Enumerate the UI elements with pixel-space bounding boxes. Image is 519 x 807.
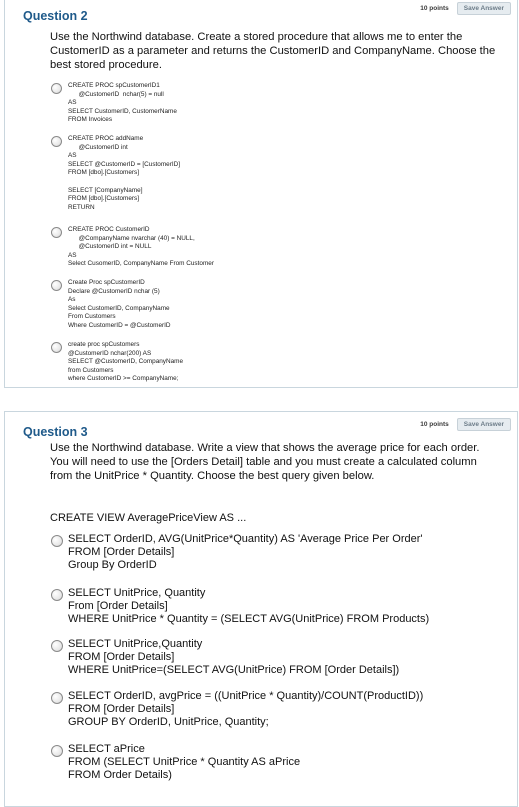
answer-option[interactable] [51, 226, 214, 269]
points-label: 10 points [420, 4, 449, 12]
answer-option[interactable] [51, 743, 300, 783]
radio-button[interactable] [51, 535, 63, 547]
question-prompt: Use the Northwind database. Create a stored procedure that allows me to enter the CustomerID as a parameter and returns the CustomerID and CompanyName. Choose the best stored procedure. [50, 31, 496, 71]
answer-option[interactable] [51, 279, 171, 331]
radio-button[interactable] [51, 640, 63, 652]
question-title: Question 3 [23, 425, 88, 439]
points-label: 10 points [420, 420, 449, 428]
option-text: CREATE PROC spCustomerID1 @CustomerID nchar(5) = null AS SELECT CustomerID, CustomerName FROM Invoices [68, 82, 177, 124]
option-text: CREATE PROC CustomerID @CompanyName nvarchar (40) = NULL, @CustomerID int = NULL AS Select CusomerID, CompanyName From Customer [68, 226, 214, 268]
answer-option[interactable] [51, 587, 429, 627]
option-text: SELECT OrderID, AVG(UnitPrice*Quantity) AS 'Average Price Per Order' FROM [Order Details] Group By OrderID [68, 533, 423, 572]
answer-option[interactable] [51, 638, 399, 678]
question-title: Question 2 [23, 9, 88, 23]
radio-button[interactable] [51, 83, 62, 94]
question-separator [0, 388, 519, 410]
answer-option[interactable] [51, 341, 183, 384]
radio-button[interactable] [51, 745, 63, 757]
question-2-header-tools [416, 0, 511, 16]
question-prompt: Use the Northwind database. Write a view that shows the average price for each order. You will need to use the [Orders Detail] table and you must create a calculated column from the UnitPrice * Quantity. Choose the best query given below. [50, 442, 480, 482]
radio-button[interactable] [51, 227, 62, 238]
radio-button[interactable] [51, 280, 62, 291]
option-text: Create Proc spCustomerID Declare @CustomerID nchar (5) As Select CustomerID, CompanyName From Customers Where CustomerID = @CustomerID [68, 279, 171, 329]
answer-option[interactable] [51, 135, 180, 212]
question-2-panel [4, 0, 518, 388]
question-3-panel [4, 411, 518, 807]
answer-option[interactable] [51, 533, 423, 573]
option-text: SELECT OrderID, avgPrice = ((UnitPrice * Quantity)/COUNT(ProductID)) FROM [Order Details] GROUP BY OrderID, UnitPrice, Quantity; [68, 690, 424, 729]
view-header-line: CREATE VIEW AveragePriceView AS ... [50, 512, 247, 524]
radio-button[interactable] [51, 342, 62, 353]
radio-button[interactable] [51, 589, 63, 601]
save-answer-button[interactable]: Save Answer [457, 418, 511, 431]
radio-button[interactable] [51, 692, 63, 704]
option-text: SELECT UnitPrice, Quantity From [Order Details] WHERE UnitPrice * Quantity = (SELECT AVG(UnitPrice) FROM Products) [68, 587, 430, 626]
answer-option[interactable] [51, 82, 177, 125]
answer-option[interactable] [51, 690, 423, 730]
option-text: SELECT aPrice FROM (SELECT UnitPrice * Quantity AS aPrice FROM Order Details) [68, 743, 301, 782]
save-answer-button[interactable]: Save Answer [457, 2, 511, 15]
radio-button[interactable] [51, 136, 62, 147]
option-text: CREATE PROC addName @CustomerID int AS SELECT @CustomerID = [CustomerID] FROM [dbo].[Customers] SELECT [CompanyName] FROM [dbo].[Customers] RETURN [68, 135, 181, 211]
option-text: SELECT UnitPrice,Quantity FROM [Order Details] WHERE UnitPrice=(SELECT AVG(UnitPrice) FROM [Order Details]) [68, 638, 400, 677]
option-text: create proc spCustomers @CustomerID nchar(200) AS SELECT @CustomerID, CompanyName from Customers where CustomerID >= CompanyName; [68, 341, 184, 383]
question-3-header-tools [416, 416, 511, 432]
